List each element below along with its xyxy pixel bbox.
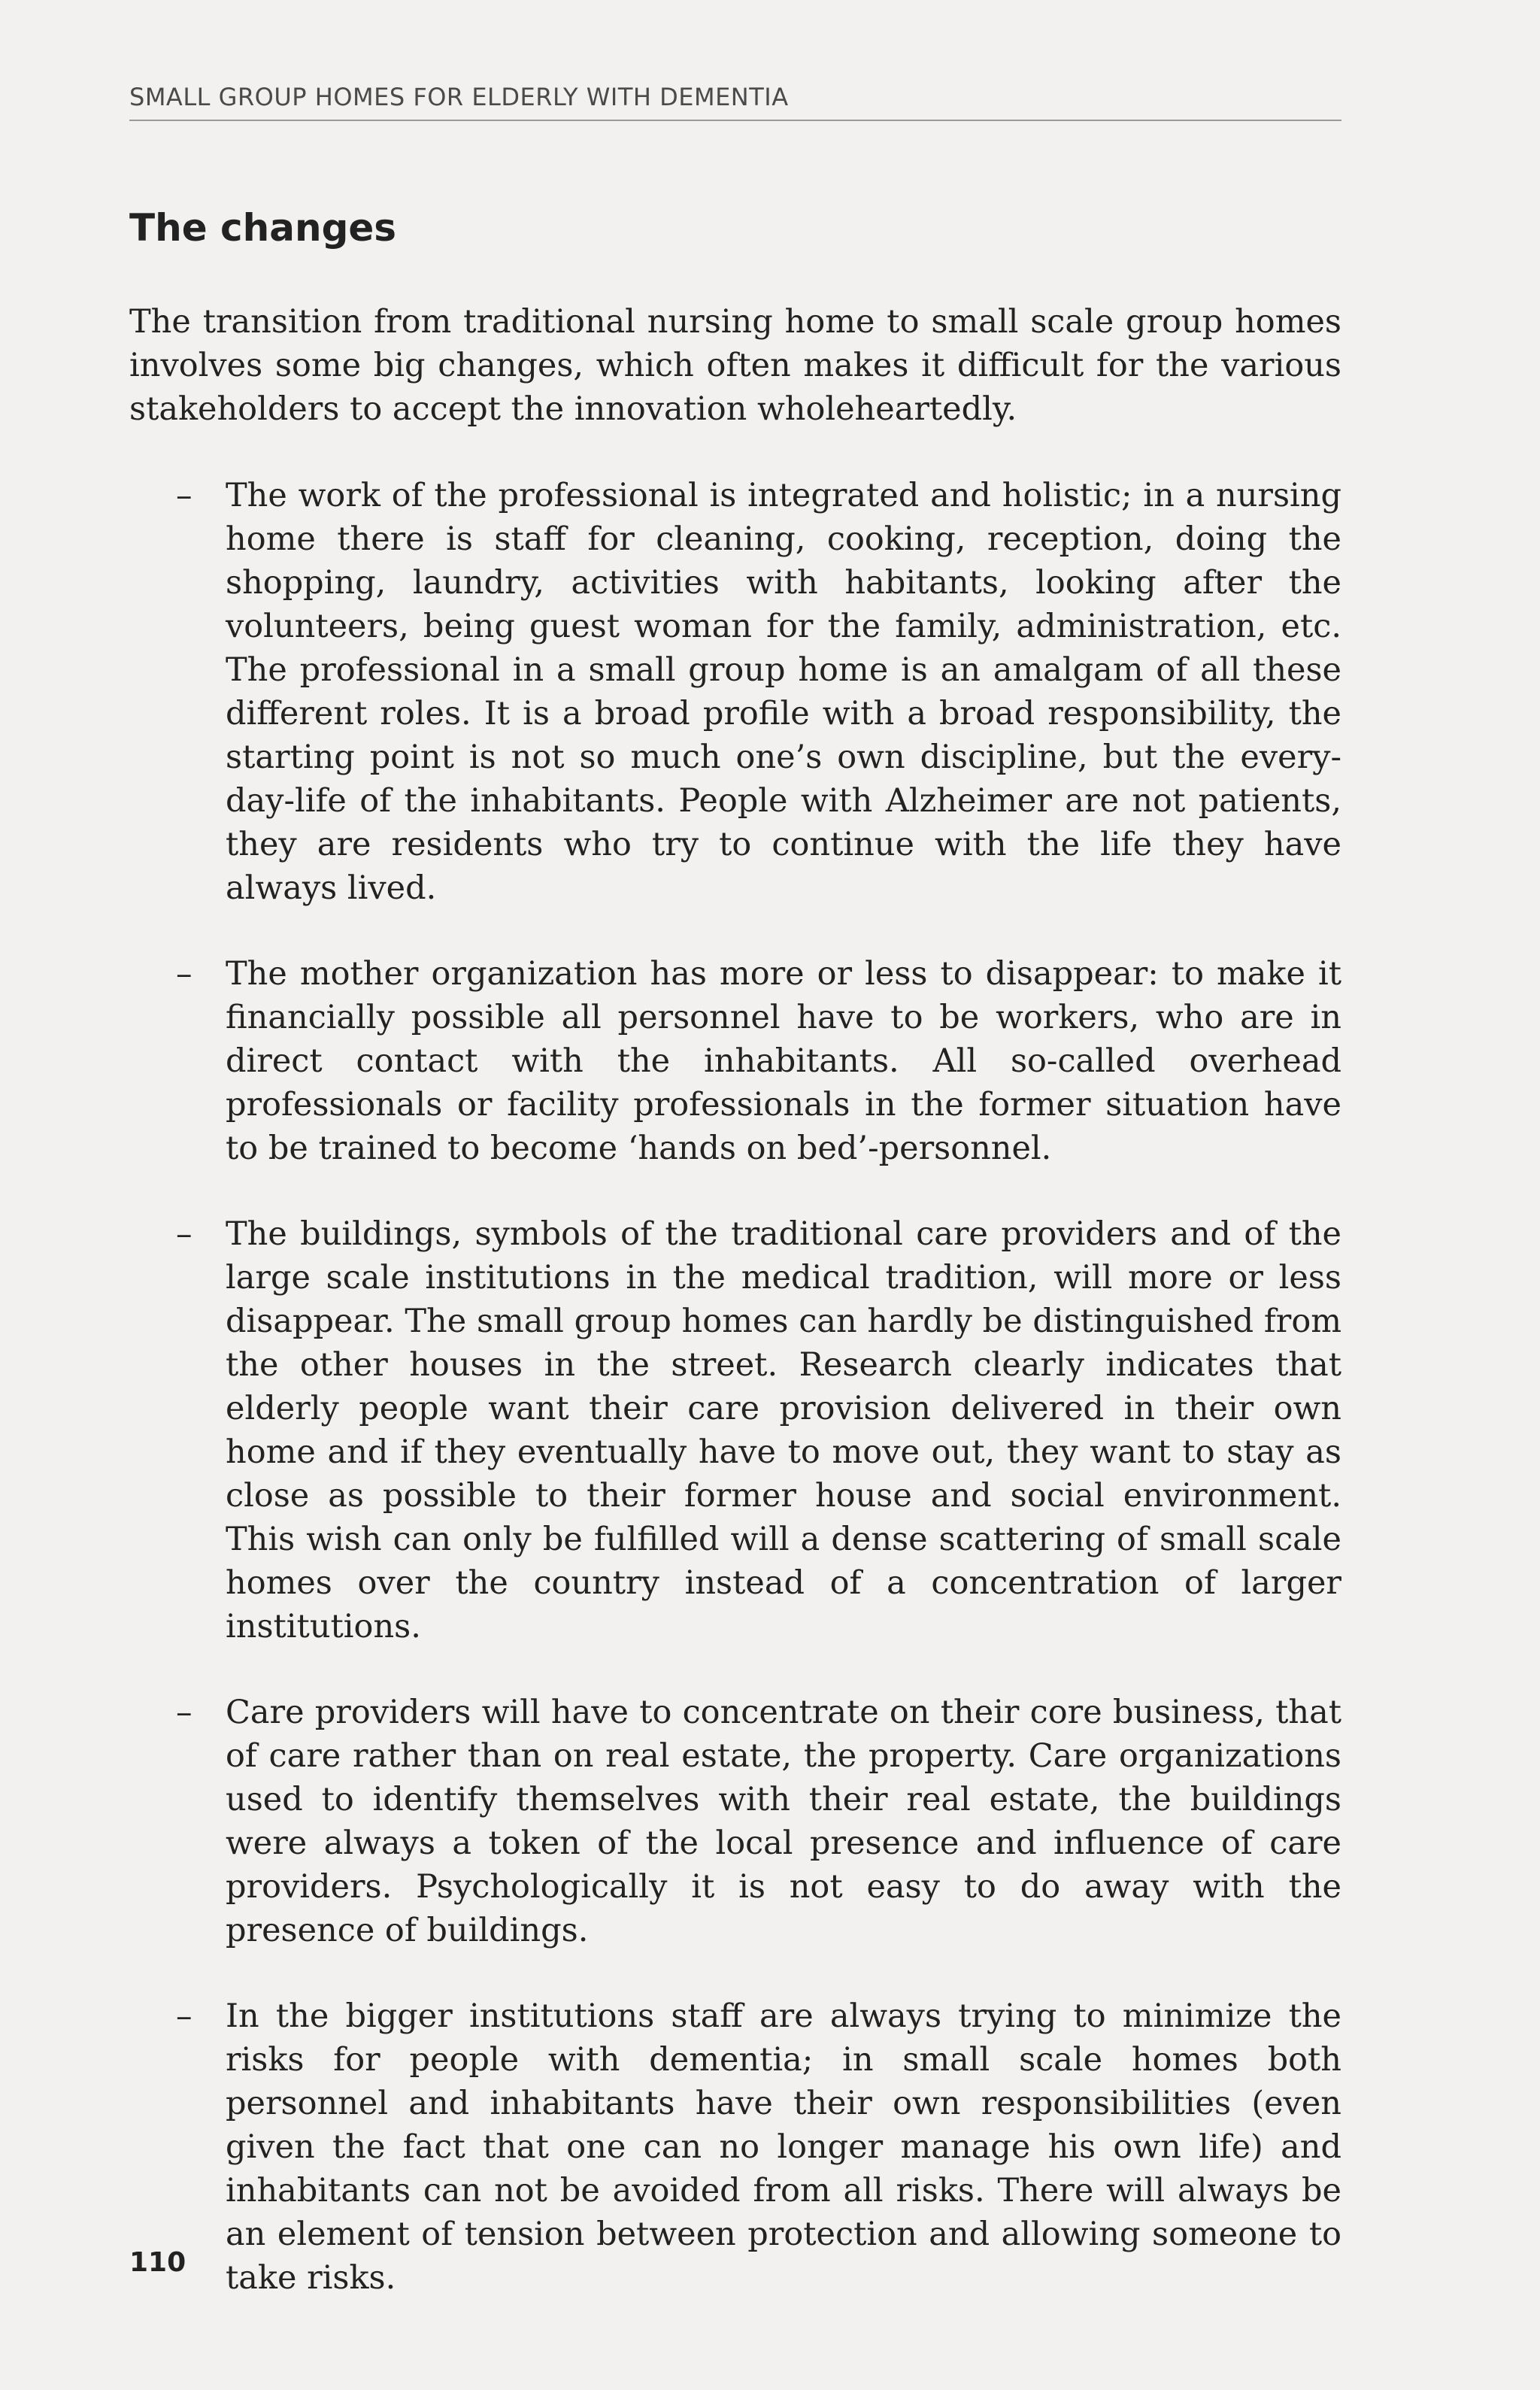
list-item-text: The work of the professional is integrated and holistic; in a nursing home there is staff for cleaning, cooking, reception, doing the shopping, laundry, activities with habitants, looking after the volunteers, being guest woman for the family, administration, etc. The professional in a small group home is an amalgam of all these different roles. It is a broad profile with a broad responsibility, the starting point is not so much one’s own discipline, but the every-day-life of the inhabitants. People with Alzheimer are not patients, they are residents who try to continue with the life they have always lived. — [226, 477, 1341, 907]
list-item-text: Care providers will have to concentrate on their core business, that of care rather than on real estate, the property. Care organizations used to identify themselves with their real estate, the buildings were always a token of the local presence and influence of care providers. Psychologically it is not easy to do away with the presence of buildings. — [226, 1694, 1341, 1949]
list-item — [129, 1212, 1341, 1648]
list-item-text: The mother organization has more or less to disappear: to make it financially possible all personnel have to be workers, who are in direct contact with the inhabitants. All so-called overhead professionals or facility professionals in the former situation have to be trained to become ‘hands on bed’-personnel. — [226, 955, 1341, 1167]
dash-bullet: – — [176, 955, 192, 993]
page-number: 110 — [129, 2247, 186, 2278]
list-item — [129, 1994, 1341, 2300]
list-item — [129, 1691, 1341, 1952]
intro-paragraph: The transition from traditional nursing home to small scale group homes involves some big changes, which often makes it difficult for the various stakeholders to accept the innovation wholeheartedly. — [129, 303, 1341, 428]
dash-bullet: – — [176, 1694, 192, 1731]
dash-bullet: – — [176, 1215, 192, 1253]
changes-list — [129, 474, 1341, 2342]
section-title: The changes — [129, 206, 397, 250]
running-head: SMALL GROUP HOMES FOR ELDERLY WITH DEMENTIA — [129, 84, 1341, 121]
list-item — [129, 474, 1341, 910]
list-item-text: In the bigger institutions staff are always trying to minimize the risks for people with dementia; in small scale homes both personnel and inhabitants have their own responsibilities (even given the fact that one can no longer manage his own life) and inhabitants can not be avoided from all risks. There will always be an element of tension between protection and allowing someone to take risks. — [226, 1997, 1341, 2297]
list-item — [129, 952, 1341, 1170]
dash-bullet: – — [176, 1997, 192, 2035]
dash-bullet: – — [176, 477, 192, 514]
list-item-text: The buildings, symbols of the traditional care providers and of the large scale institutions in the medical tradition, will more or less disappear. The small group homes can hardly be distinguished from the other houses in the street. Research clearly indicates that elderly people want their care provision delivered in their own home and if they eventually have to move out, they want to stay as close as possible to their former house and social environment. This wish can only be fulfilled will a dense scattering of small scale homes over the country instead of a concentration of larger institutions. — [226, 1215, 1341, 1645]
